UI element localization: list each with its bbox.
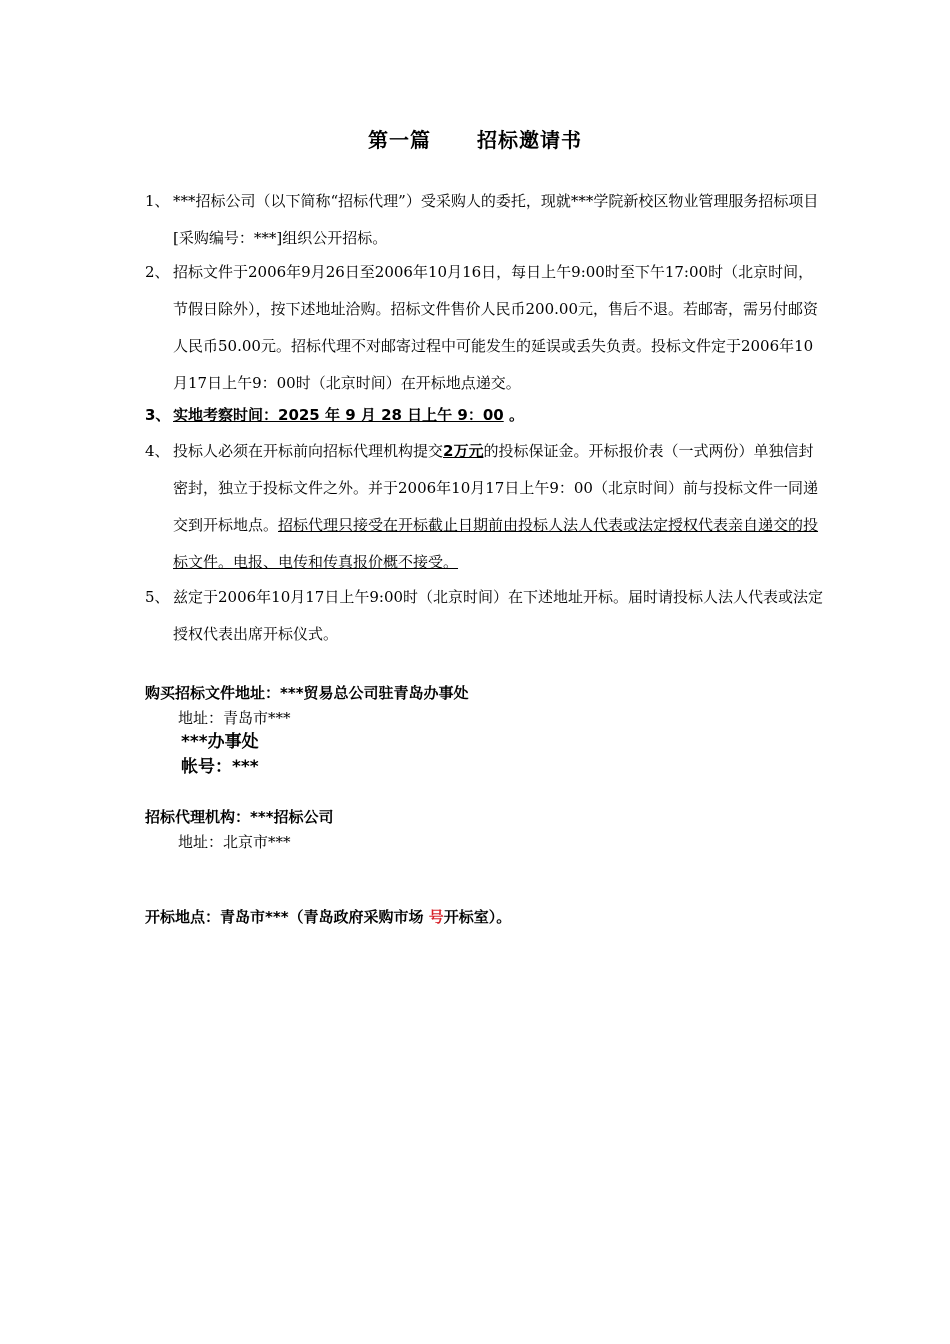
list-item-5	[145, 579, 825, 653]
site-visit-time: 实地考察时间：2025 年 9 月 28 日上午 9：00	[173, 406, 504, 424]
item-text	[173, 433, 825, 581]
opening-location	[145, 906, 511, 928]
item-number: 4、	[145, 442, 170, 460]
title-part: 第一篇	[368, 128, 431, 152]
item-number: 2、	[145, 263, 170, 281]
item-text: ***招标公司（以下简称“招标代理”）受采购人的委托，现就***学院新校区物业管理服务招标项目 [采购编号：***]组织公开招标。	[173, 192, 819, 247]
item-text-end: 。	[503, 406, 524, 424]
item-text	[173, 397, 825, 434]
item-text: 招标文件于2006年9月26日至2006年10月16日，每日上午9:00时至下午17:00时（北京时间，节假日除外），按下述地址洽购。招标文件售价人民币200.00元，售后不退。若邮寄，需另付邮资人民币50.00元。招标代理不对邮寄过程中可能发生的延误或丢失负责。投标文件定于2006年10月17日上午9：00时（北京时间）在开标地点递交。	[173, 263, 818, 392]
title-name: 招标邀请书	[477, 128, 582, 152]
item-number: 3、	[145, 406, 171, 424]
opening-location-start: 开标地点：青岛市***（青岛政府采购市场	[145, 908, 429, 926]
item-number: 1、	[145, 192, 170, 210]
purchase-account: 帐号：***	[181, 757, 259, 777]
submission-rule: 招标代理只接受在开标截止日期前由投标人法人代表或法定授权代表亲自递交的投标文件。电报、电传和传真报价概不接受。	[173, 516, 819, 571]
purchase-address-heading: 购买招标文件地址：***贸易总公司驻青岛办事处	[145, 684, 469, 702]
purchase-address: 地址：青岛市***	[178, 709, 291, 727]
page-title	[0, 124, 950, 153]
agency-address: 地址：北京市***	[178, 833, 291, 851]
item-text-start: 投标人必须在开标前向招标代理机构提交	[173, 442, 444, 460]
agency-heading: 招标代理机构：***招标公司	[145, 808, 334, 826]
item-text-middle: 的投标保证金。开标报价表（一式两份）单独信封密封，独立于投标文件之外。并于2006年10月17日上午9：00（北京时间）前与投标文件一同递交到开标地点。	[173, 442, 818, 534]
item-text: 兹定于2006年10月17日上午9:00时（北京时间）在下述地址开标。届时请投标人法人代表或法定授权代表出席开标仪式。	[173, 588, 824, 643]
list-item-4	[145, 433, 825, 581]
opening-location-end: 开标室）。	[443, 908, 512, 926]
list-item-1	[145, 183, 825, 257]
deposit-amount: 2万元	[443, 442, 484, 460]
room-number: 号	[428, 908, 444, 926]
purchase-office: ***办事处	[181, 732, 259, 752]
list-item-3	[145, 397, 825, 434]
list-item-2	[145, 254, 825, 402]
item-number: 5、	[145, 588, 170, 606]
